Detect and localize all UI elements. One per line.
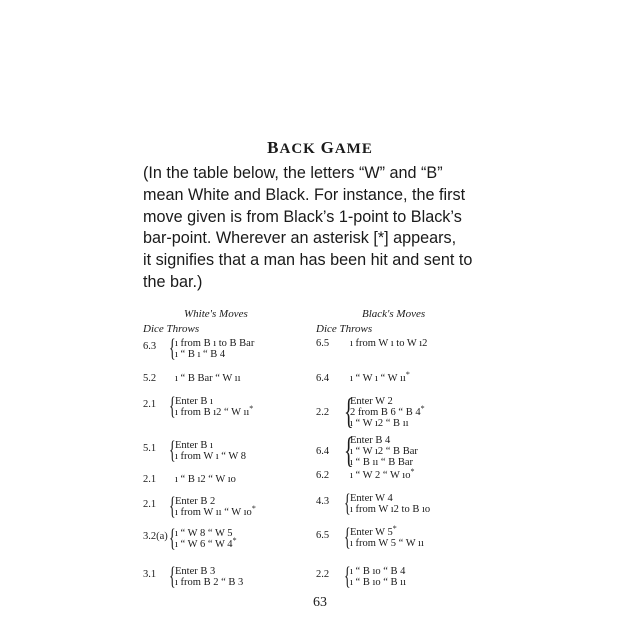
black-move-entry <box>316 524 516 553</box>
black-dice-throw: 2.2 <box>316 407 330 418</box>
black-move-entry <box>316 490 516 519</box>
black-move-row: ı “ B ıo “ B ıı <box>350 577 406 588</box>
black-move-row: ı “ B ıı “ B Bar <box>350 457 413 468</box>
black-brace: { <box>344 524 351 551</box>
intro-line: mean White and Black. For instance, the first <box>143 185 466 204</box>
black-dice-throws-label: Dice Throws <box>316 323 373 335</box>
white-move-row: ı “ B Bar “ W ıı <box>175 373 241 384</box>
white-move-row: ı from W ıı “ W ıo* <box>175 504 256 518</box>
white-dice-throw: 5.1 <box>143 443 157 454</box>
intro-paragraph <box>143 163 505 294</box>
heading-rest-g: AME <box>334 141 373 157</box>
intro-line: it signifies that a man has been hit and sent to <box>143 251 473 270</box>
white-move-entry <box>143 393 343 422</box>
white-dice-throw: 2.1 <box>143 474 157 485</box>
black-move-row: ı “ W ı “ W ıı* <box>350 370 410 384</box>
black-move-row: ı “ W ı2 “ B Bar <box>350 446 418 457</box>
white-brace: { <box>169 335 176 362</box>
white-move-row: ı from B 2 “ B 3 <box>175 577 244 588</box>
white-dice-throw: 2.1 <box>143 499 157 510</box>
black-move-entry <box>316 338 516 353</box>
heading-initial-b: B <box>267 138 280 157</box>
hit-asterisk: * <box>405 370 410 379</box>
intro-line: move given is from Black’s 1-point to Black’s <box>143 207 462 226</box>
white-move-row: ı “ B ı2 “ W ıo <box>175 474 236 485</box>
black-move-row: ı from W 5 “ W ıı <box>350 538 424 549</box>
black-brace: { <box>344 490 351 517</box>
white-move-row: ı “ W 6 “ W 4* <box>175 536 237 550</box>
black-brace: { <box>344 563 351 590</box>
white-brace: { <box>169 525 176 552</box>
black-move-row: Enter W 5* <box>350 524 397 538</box>
white-move-entry <box>143 493 343 522</box>
intro-line: the bar.) <box>143 272 203 291</box>
white-moves-title: White's Moves <box>184 308 248 320</box>
black-move-row: ı “ W ı2 “ B ıı <box>350 418 409 429</box>
black-move-entry <box>316 430 516 472</box>
black-dice-throw: 4.3 <box>316 496 330 507</box>
black-move-entry <box>316 563 516 592</box>
white-move-row: ı “ W 8 “ W 5 <box>175 528 233 539</box>
white-move-entry <box>143 525 343 554</box>
heading-initial-g: G <box>320 138 335 157</box>
white-brace: { <box>169 393 176 420</box>
white-brace: { <box>169 437 176 464</box>
white-move-entry <box>143 437 343 466</box>
white-move-row: ı from B ı2 “ W ıı* <box>175 404 254 418</box>
black-dice-throw: 6.5 <box>316 530 330 541</box>
section-heading <box>0 138 640 158</box>
black-move-row: Enter W 4 <box>350 493 393 504</box>
black-move-row: ı from W ı2 to B ıo <box>350 504 431 515</box>
white-move-row: ı from B ı to B Bar <box>175 338 255 349</box>
black-brace: { <box>344 430 354 470</box>
black-move-entry <box>316 370 516 388</box>
black-move-row: Enter B 4 <box>350 435 391 446</box>
white-dice-throw: 6.3 <box>143 341 157 352</box>
white-dice-throw: 5.2 <box>143 373 157 384</box>
white-dice-throws-label: Dice Throws <box>143 323 200 335</box>
white-brace: { <box>169 493 176 520</box>
white-move-row: Enter B ı <box>175 440 213 451</box>
white-brace: { <box>169 563 176 590</box>
white-move-entry <box>143 474 343 489</box>
white-move-entry <box>143 373 343 388</box>
black-move-row: ı from W ı to W ı2 <box>350 338 428 349</box>
black-dice-throw: 6.2 <box>316 470 330 481</box>
white-move-entry <box>143 563 343 592</box>
white-move-entry <box>143 335 343 364</box>
black-move-entry <box>316 467 516 485</box>
white-dice-throw: 3.2(a) <box>143 531 168 542</box>
black-dice-throw: 6.5 <box>316 338 330 349</box>
white-move-row: Enter B 3 <box>175 566 216 577</box>
black-move-row: Enter W 2 <box>350 396 393 407</box>
page-number: 63 <box>313 595 327 610</box>
black-dice-throw: 6.4 <box>316 446 330 457</box>
white-move-row: Enter B 2 <box>175 496 216 507</box>
heading-rest-b: ACK <box>279 141 321 157</box>
black-dice-throw: 6.4 <box>316 373 330 384</box>
hit-asterisk: * <box>410 467 415 476</box>
intro-line: (In the table below, the letters “W” and “B” <box>143 164 443 182</box>
white-dice-throw: 2.1 <box>143 399 157 410</box>
white-move-row: ı “ B ı “ B 4 <box>175 349 226 360</box>
black-dice-throw: 2.2 <box>316 569 330 580</box>
white-move-row: ı from W ı “ W 8 <box>175 451 246 462</box>
hit-asterisk: * <box>420 404 425 413</box>
intro-line: bar-point. Wherever an asterisk [*] appears, <box>143 229 457 248</box>
hit-asterisk: * <box>251 504 256 513</box>
hit-asterisk: * <box>392 524 397 533</box>
white-dice-throw: 3.1 <box>143 569 157 580</box>
hit-asterisk: * <box>232 536 237 545</box>
black-move-entry <box>316 391 516 433</box>
black-move-row: 2 from B 6 “ B 4* <box>350 404 425 418</box>
black-move-row: ı “ W 2 “ W ıo* <box>350 467 415 481</box>
black-move-row: ı “ B ıo “ B 4 <box>350 566 406 577</box>
black-moves-title: Black's Moves <box>362 308 426 320</box>
hit-asterisk: * <box>249 404 254 413</box>
black-brace: { <box>344 391 354 431</box>
white-move-row: Enter B ı <box>175 396 213 407</box>
